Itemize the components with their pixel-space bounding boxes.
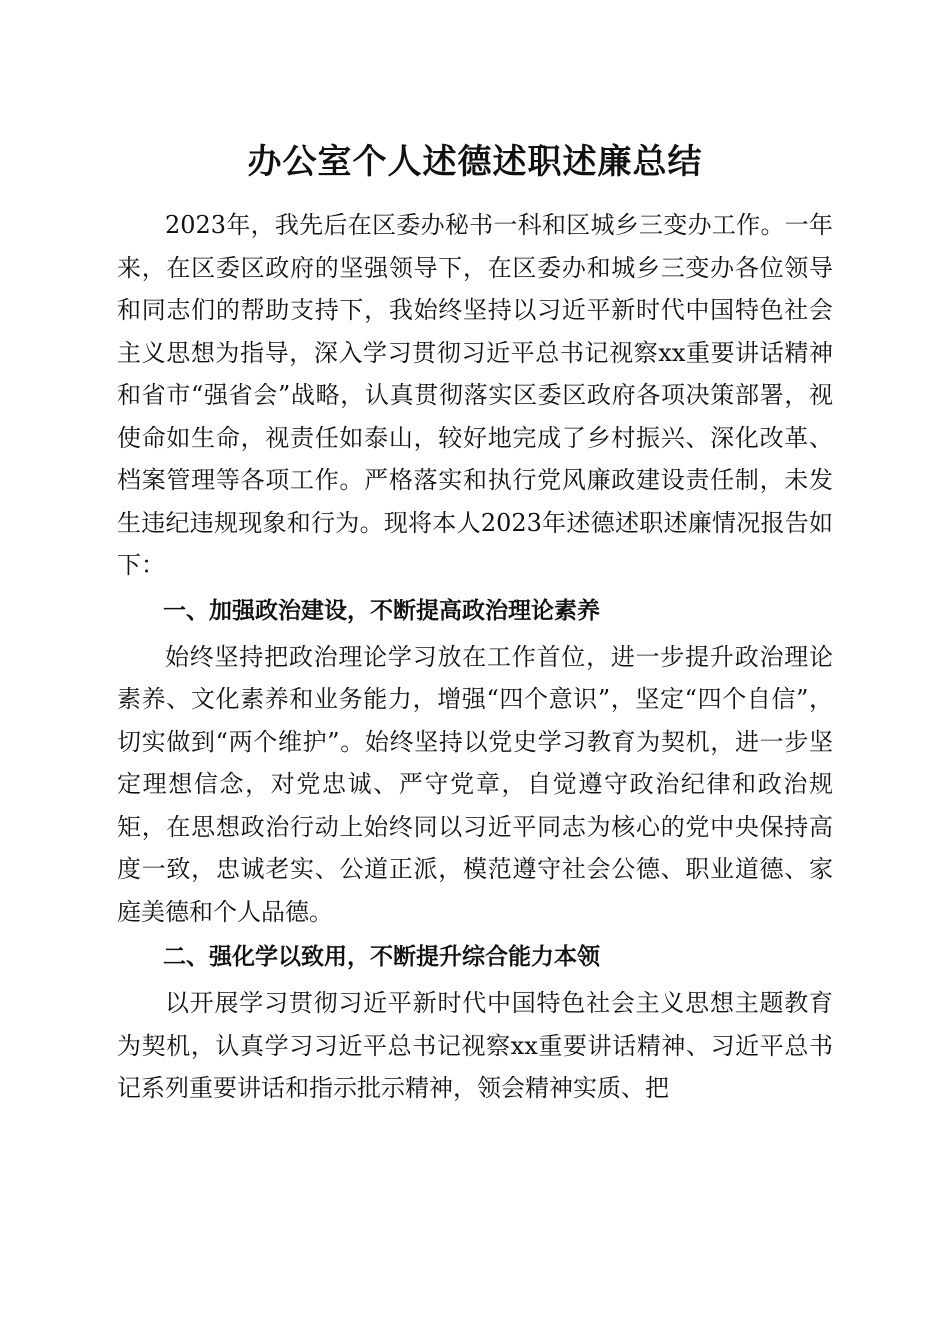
intro-paragraph: 2023年，我先后在区委办秘书一科和区城乡三变办工作。一年来，在区委区政府的坚强领导下，在区委办和城乡三变办各位领导和同志们的帮助支持下，我始终坚持以习近平新时代中国特色社会主义思想为指导，深入学习贯彻习近平总书记视察xx重要讲话精神和省市“强省会”战略，认真贯彻落实区委区政府各项决策部署，视使命如生命，视责任如泰山，较好地完成了乡村振兴、深化改革、档案管理等各项工作。严格落实和执行党风廉政建设责任制，未发生违纪违规现象和行为。现将本人2023年述德述职述廉情况报告如下： [117,211,833,579]
section-2-heading: 二、强化学以致用，不断提升综合能力本领 [163,944,600,970]
section-2-paragraph: 以开展学习贯彻习近平新时代中国特色社会主义思想主题教育为契机，认真学习习近平总书记视察xx重要讲话精神、习近平总书记系列重要讲话和指示批示精神，领会精神实质、把 [117,989,833,1102]
document-title: 办公室个人述德述职述廉总结 [247,142,703,182]
document-body [117,204,833,1110]
section-1-heading: 一、加强政治建设，不断提高政治理论素养 [163,597,600,624]
section-1-paragraph: 始终坚持把政治理论学习放在工作首位，进一步提升政治理论素养、文化素养和业务能力，增强“四个意识”，坚定“四个自信”，切实做到“两个维护”。始终坚持以党史学习教育为契机，进一步坚定理想信念，对党忠诚、严守党章，自觉遵守政治纪律和政治规矩，在思想政治行动上始终同以习近平同志为核心的党中央保持高度一致，忠诚老实、公道正派，模范遵守社会公德、职业道德、家庭美德和个人品德。 [117,642,833,926]
